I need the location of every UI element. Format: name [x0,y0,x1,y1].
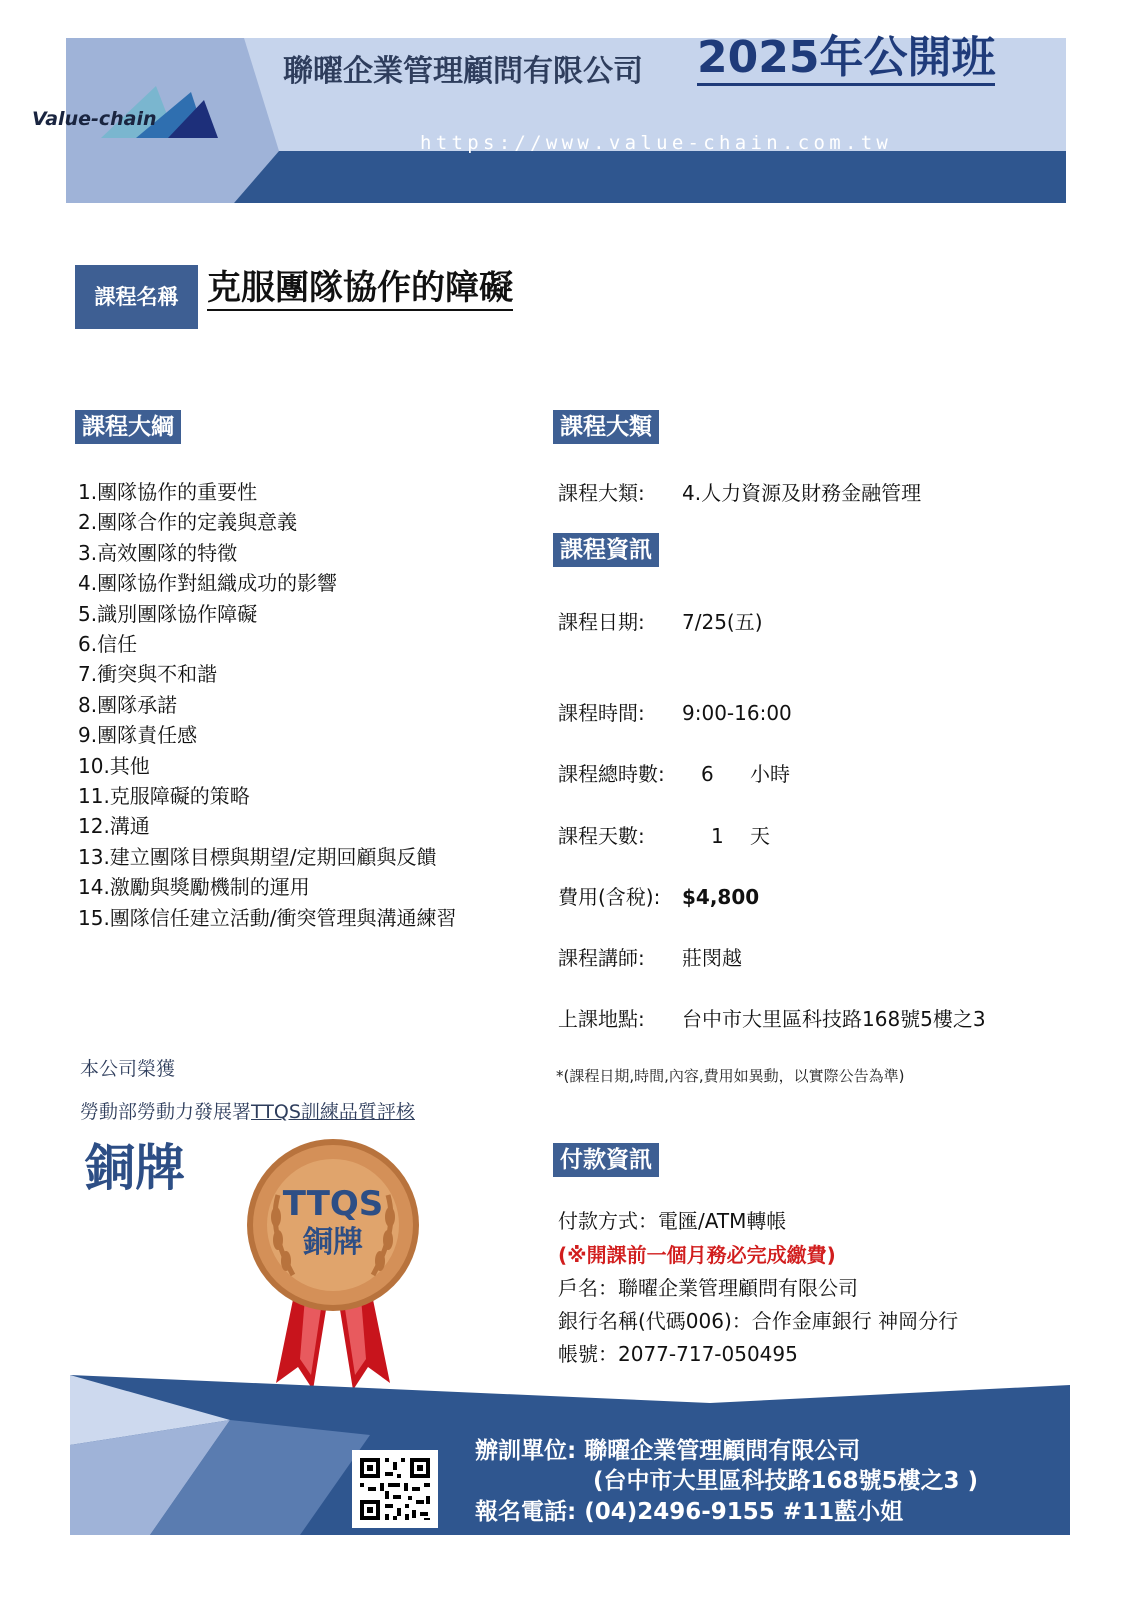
notice-text: *(課程日期,時間,內容,費用如異動，以實際公告為準) [556,1067,905,1085]
list-item: 6.信任 [78,632,138,657]
payment-account-name: 戶名：聯曜企業管理顧問有限公司 [558,1276,858,1300]
medal-graphic [238,1135,428,1400]
medal-line2: 銅牌 [303,1225,363,1260]
list-item: 13.建立團隊目標與期望/定期回顧與反饋 [78,844,437,869]
hours-unit: 小時 [750,762,790,786]
honor-award-line [80,1097,415,1124]
list-item: 9.團隊責任感 [78,723,198,748]
date-row [558,606,763,635]
teacher-label: 課程講師: [558,946,645,970]
list-item: 7.衝突與不和諧 [78,662,218,687]
website-link[interactable]: https://www.value-chain.com.tw [420,132,893,154]
date-value: 7/25(五) [682,610,763,634]
hours-value: 6 [701,762,714,786]
payment-bank: 銀行名稱(代碼006)：合作金庫銀行 神岡分行 [558,1309,959,1333]
days-unit: 天 [750,824,770,848]
honor-award-link[interactable]: TTQS訓練品質評核 [251,1101,415,1123]
time-row [558,697,792,726]
course-name-label: 課程名稱 [75,265,198,329]
course-name: 克服團隊協作的障礙 [207,268,513,311]
list-item: 8.團隊承諾 [78,692,178,717]
program-title: 2025年公開班 [697,34,995,86]
fee-row [558,881,759,910]
logo-text: Value-chain [32,108,157,130]
honor-agency: 勞動部勞動力發展署 [80,1101,252,1123]
company-title: 聯曜企業管理顧問有限公司 [283,54,643,89]
hours-row [558,758,790,787]
qr-code-icon[interactable] [352,1450,438,1528]
list-item: 3.高效團隊的特徵 [78,540,238,565]
ttqs-medal-icon [238,1135,428,1400]
list-item: 14.激勵與獎勵機制的運用 [78,875,310,900]
organizer-address: (台中市大里區科技路168號5樓之3 ) [593,1468,979,1494]
medal-line1: TTQS [282,1184,384,1224]
date-label: 課程日期: [558,610,645,634]
list-item: 12.溝通 [78,814,150,839]
list-item: 5.識別團隊協作障礙 [78,601,258,626]
list-item: 11.克服障礙的策略 [78,784,250,809]
days-value: 1 [711,824,724,848]
qr-graphic [352,1450,438,1528]
category-heading: 課程大類 [553,410,659,444]
list-item: 10.其他 [78,753,150,778]
days-label: 課程天數: [558,824,645,848]
teacher-row [558,942,742,971]
time-label: 課程時間: [558,701,645,725]
fee-label: 費用(含稅): [558,885,661,909]
list-item: 2.團隊合作的定義與意義 [78,510,298,535]
payment-account-number: 帳號：2077-717-050495 [558,1342,798,1366]
organizer-line: 辦訓單位: 聯曜企業管理顧問有限公司 [475,1438,861,1464]
payment-heading: 付款資訊 [553,1143,659,1177]
honor-rank: 銅牌 [85,1139,185,1197]
venue-value: 台中市大里區科技路168號5樓之3 [682,1007,986,1031]
fee-value: $4,800 [682,885,760,909]
category-row-label: 課程大類: [558,481,645,505]
days-row [558,820,770,849]
venue-label: 上課地點: [558,1007,645,1031]
list-item: 15.團隊信任建立活動/衝突管理與溝通練習 [78,905,457,930]
venue-row [558,1003,986,1032]
teacher-value: 莊閔越 [682,946,742,970]
hours-label: 課程總時數: [558,762,665,786]
registration-phone: 報名電話: (04)2496-9155 #11藍小姐 [475,1499,904,1525]
payment-method: 付款方式：電匯/ATM轉帳 [558,1209,787,1233]
category-value: 4.人力資源及財務金融管理 [682,481,922,505]
list-item: 1.團隊協作的重要性 [78,480,258,504]
time-value: 9:00-16:00 [682,701,792,725]
payment-warning: (※開課前一個月務必完成繳費) [558,1243,836,1267]
info-heading: 課程資訊 [553,533,659,567]
outline-list [78,477,457,933]
outline-heading: 課程大綱 [75,410,181,444]
list-item: 4.團隊協作對組織成功的影響 [78,571,338,596]
honor-intro: 本公司榮獲 [80,1058,176,1080]
category-row [558,477,921,506]
